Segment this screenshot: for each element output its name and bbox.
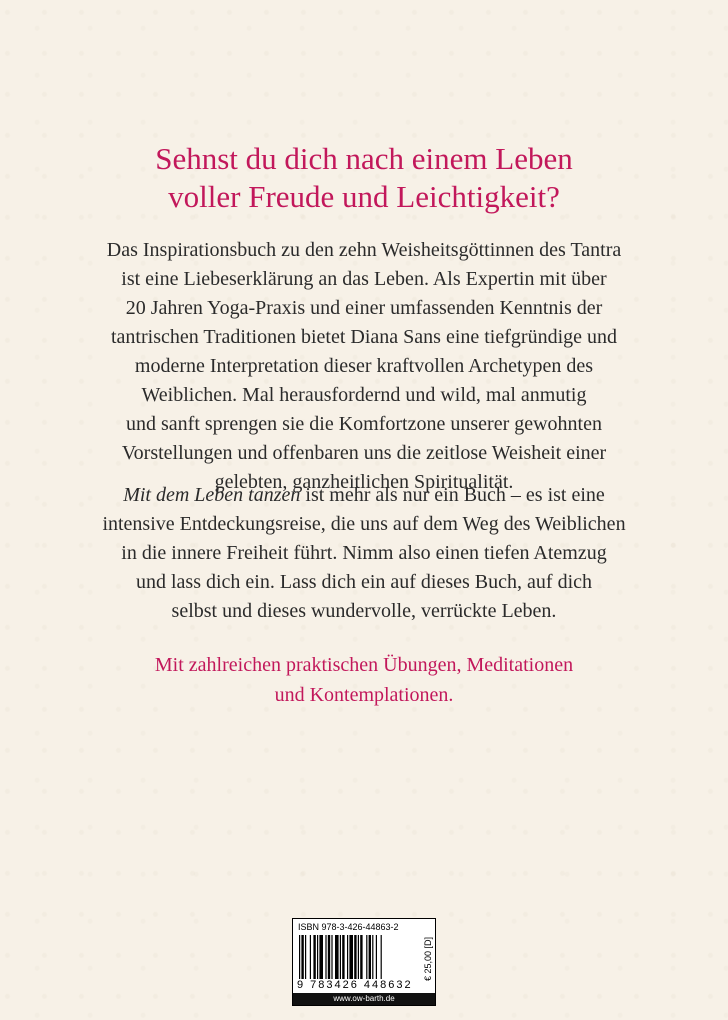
barcode-bar [358,935,359,979]
barcode-bar [331,935,332,979]
text-line: Weiblichen. Mal herausfordernd und wild, mal anmutig [141,384,587,406]
text-line: Vorstellungen und offenbaren uns die zeitlose Weisheit einer [121,442,607,464]
headline-line-1: Sehnst du dich nach einem Leben [155,141,573,176]
barcode-bar [313,935,315,979]
headline [0,140,728,216]
publisher-website: www.ow-barth.de [293,993,435,1005]
barcode-bar [335,935,339,979]
text-line: moderne Interpretation dieser kraftvollen Archetypen des [134,355,594,377]
ean-digits: 9 783426 448632 [297,979,413,991]
text-line: 20 Jahren Yoga-Praxis und einer umfassenden Kenntnis der [125,297,603,319]
barcode-bars [299,935,417,979]
barcode-bar [349,935,353,979]
barcode-bar [299,935,300,979]
text-line: in die innere Freiheit führt. Nimm also einen tiefen Atemzug [121,542,607,564]
barcode-bar [319,935,323,979]
price-label: € 25,00 [D] [423,937,433,982]
barcode-bar [372,935,373,979]
barcode-bar [347,935,348,979]
text-line: und sanft sprengen sie die Komfortzone unserer gewohnten [126,413,602,435]
text-line: selbst und dieses wundervolle, verrückte Leben. [171,600,557,622]
isbn-label: ISBN 978-3-426-44863-2 [298,922,399,932]
text-line: intensive Entdeckungsreise, die uns auf dem Weg des Weiblichen [102,513,626,535]
barcode-bar [340,935,341,979]
barcode-bar [354,935,356,979]
barcode-bar [310,935,311,979]
features-highlight [0,650,728,710]
barcode-bar [376,935,377,979]
text-line [70,481,658,510]
barcode-bar [317,935,318,979]
book-title: Mit dem Leben tanzen [123,484,301,506]
text-line: gelebten, ganzheitlichen Spiritualität. [214,471,514,493]
barcode-bar [305,935,306,979]
text-line: tantrischen Traditionen bietet Diana Sans eine tiefgründige und [111,326,617,348]
barcode-bar [360,935,362,979]
barcode-bar [381,935,382,979]
barcode-bar [328,935,330,979]
barcode-bar [369,935,371,979]
highlight-line-2: und Kontemplationen. [274,684,454,706]
barcode-bar [301,935,303,979]
description-paragraph-1 [70,236,658,497]
highlight-line-1: Mit zahlreichen praktischen Übungen, Meditationen [154,654,574,676]
description-paragraph-2 [70,481,658,626]
barcode-bar [366,935,367,979]
text-line: ist eine Liebeserklärung an das Leben. Als Expertin mit über [121,268,607,290]
barcode-bar [325,935,326,979]
text-line: Das Inspirationsbuch zu den zehn Weisheitsgöttinnen des Tantra [106,239,622,261]
barcode-bar [342,935,344,979]
barcode-box [292,918,436,1006]
headline-line-2: voller Freude und Leichtigkeit? [168,179,560,214]
text-segment: ist mehr als nur ein Buch – es ist eine [300,484,605,506]
text-line: und lass dich ein. Lass dich ein auf dieses Buch, auf dich [136,571,592,593]
